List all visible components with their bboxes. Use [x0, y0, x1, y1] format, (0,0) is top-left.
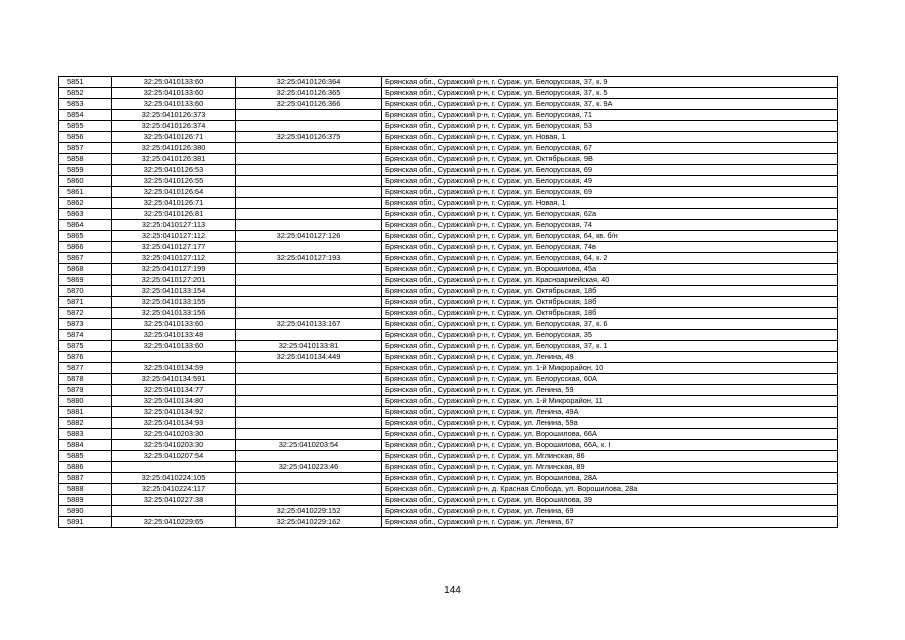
- related-cadastral-number-cell: [236, 418, 382, 429]
- address-cell: Брянская обл., Суражский р-н, г. Сураж, ул. Ворошилова, 66А: [382, 429, 838, 440]
- table-row: [59, 396, 838, 407]
- address-cell: Брянская обл., Суражский р-н, г. Сураж, ул. Белорусская, 37, к. 5: [382, 88, 838, 99]
- cadastral-number-cell: 32:25:0410127:112: [112, 253, 236, 264]
- address-cell: Брянская обл., Суражский р-н, г. Сураж, ул. Белорусская, 69: [382, 187, 838, 198]
- table-row: [59, 319, 838, 330]
- row-number-cell: 5887: [59, 473, 112, 484]
- address-cell: Брянская обл., Суражский р-н, г. Сураж, ул. Мглинская, 89: [382, 462, 838, 473]
- related-cadastral-number-cell: [236, 473, 382, 484]
- row-number-cell: 5890: [59, 506, 112, 517]
- address-cell: Брянская обл., Суражский р-н, г. Сураж, ул. Белорусская, 71: [382, 110, 838, 121]
- cadastral-number-cell: 32:25:0410133:60: [112, 77, 236, 88]
- cadastral-number-cell: 32:25:0410133:60: [112, 88, 236, 99]
- related-cadastral-number-cell: [236, 495, 382, 506]
- cadastral-number-cell: 32:25:0410134:92: [112, 407, 236, 418]
- address-cell: Брянская обл., Суражский р-н, г. Сураж, ул. Белорусская, 37, к. 9А: [382, 99, 838, 110]
- address-cell: Брянская обл., Суражский р-н, г. Сураж, ул. Октябрьская, 18б: [382, 286, 838, 297]
- table-row: [59, 242, 838, 253]
- row-number-cell: 5876: [59, 352, 112, 363]
- row-number-cell: 5886: [59, 462, 112, 473]
- related-cadastral-number-cell: [236, 198, 382, 209]
- table-row: [59, 209, 838, 220]
- table-row: [59, 198, 838, 209]
- address-cell: Брянская обл., Суражский р-н, г. Сураж, ул. Ворошилова, 39: [382, 495, 838, 506]
- cadastral-number-cell: [112, 462, 236, 473]
- related-cadastral-number-cell: [236, 176, 382, 187]
- row-number-cell: 5881: [59, 407, 112, 418]
- row-number-cell: 5885: [59, 451, 112, 462]
- related-cadastral-number-cell: [236, 330, 382, 341]
- cadastral-number-cell: 32:25:0410133:48: [112, 330, 236, 341]
- address-cell: Брянская обл., Суражский р-н, г. Сураж, ул. Ленина, 67: [382, 517, 838, 528]
- cadastral-number-cell: 32:25:0410127:201: [112, 275, 236, 286]
- table-row: [59, 308, 838, 319]
- address-cell: Брянская обл., Суражский р-н, г. Сураж, ул. Красноармейская, 40: [382, 275, 838, 286]
- row-number-cell: 5863: [59, 209, 112, 220]
- related-cadastral-number-cell: [236, 484, 382, 495]
- cadastral-number-cell: 32:25:0410126:55: [112, 176, 236, 187]
- cadastral-number-cell: 32:25:0410127:199: [112, 264, 236, 275]
- table-row: [59, 506, 838, 517]
- table-row: [59, 385, 838, 396]
- related-cadastral-number-cell: 32:25:0410133:81: [236, 341, 382, 352]
- row-number-cell: 5878: [59, 374, 112, 385]
- related-cadastral-number-cell: [236, 165, 382, 176]
- address-cell: Брянская обл., Суражский р-н, г. Сураж, ул. Ленина, 59: [382, 385, 838, 396]
- address-cell: Брянская обл., Суражский р-н, г. Сураж, ул. Октябрьская, 18б: [382, 308, 838, 319]
- cadastral-number-cell: 32:25:0410133:154: [112, 286, 236, 297]
- address-cell: Брянская обл., Суражский р-н, г. Сураж, ул. Ленина, 49А: [382, 407, 838, 418]
- related-cadastral-number-cell: [236, 264, 382, 275]
- address-cell: Брянская обл., Суражский р-н, г. Сураж, ул. Белорусская, 49: [382, 176, 838, 187]
- cadastral-number-cell: 32:25:0410126:374: [112, 121, 236, 132]
- row-number-cell: 5856: [59, 132, 112, 143]
- address-cell: Брянская обл., Суражский р-н, г. Сураж, ул. Белорусская, 37, к. 9: [382, 77, 838, 88]
- related-cadastral-number-cell: [236, 143, 382, 154]
- row-number-cell: 5859: [59, 165, 112, 176]
- address-cell: Брянская обл., Суражский р-н, г. Сураж, ул. Белорусская, 37, к. 1: [382, 341, 838, 352]
- address-cell: Брянская обл., Суражский р-н, г. Сураж, ул. Ворошилова, 66А, к. I: [382, 440, 838, 451]
- row-number-cell: 5852: [59, 88, 112, 99]
- related-cadastral-number-cell: [236, 374, 382, 385]
- address-cell: Брянская обл., Суражский р-н, г. Сураж, ул. Белорусская, 37, к. 6: [382, 319, 838, 330]
- address-cell: Брянская обл., Суражский р-н, г. Сураж, ул. Белорусская, 35: [382, 330, 838, 341]
- address-cell: Брянская обл., Суражский р-н, г. Сураж, ул. Ворошилова, 28А: [382, 473, 838, 484]
- address-cell: Брянская обл., Суражский р-н, г. Сураж, ул. Белорусская, 74в: [382, 242, 838, 253]
- row-number-cell: 5873: [59, 319, 112, 330]
- table-row: [59, 176, 838, 187]
- row-number-cell: 5883: [59, 429, 112, 440]
- row-number-cell: 5870: [59, 286, 112, 297]
- cadastral-number-cell: 32:25:0410134:93: [112, 418, 236, 429]
- row-number-cell: 5889: [59, 495, 112, 506]
- table-row: [59, 187, 838, 198]
- table-row: [59, 99, 838, 110]
- related-cadastral-number-cell: [236, 209, 382, 220]
- table-row: [59, 143, 838, 154]
- table-row: [59, 231, 838, 242]
- table-row: [59, 451, 838, 462]
- table-row: [59, 88, 838, 99]
- table-row: [59, 484, 838, 495]
- related-cadastral-number-cell: [236, 187, 382, 198]
- cadastral-number-cell: 32:25:0410133:60: [112, 341, 236, 352]
- address-cell: Брянская обл., Суражский р-н, г. Сураж, ул. Ворошилова, 45а: [382, 264, 838, 275]
- cadastral-number-cell: 32:25:0410127:112: [112, 231, 236, 242]
- row-number-cell: 5860: [59, 176, 112, 187]
- row-number-cell: 5855: [59, 121, 112, 132]
- related-cadastral-number-cell: [236, 407, 382, 418]
- table-row: [59, 517, 838, 528]
- row-number-cell: 5882: [59, 418, 112, 429]
- table-row: [59, 110, 838, 121]
- address-cell: Брянская обл., Суражский р-н, г. Сураж, ул. Ленина, 59а: [382, 418, 838, 429]
- related-cadastral-number-cell: [236, 308, 382, 319]
- row-number-cell: 5872: [59, 308, 112, 319]
- row-number-cell: 5851: [59, 77, 112, 88]
- address-cell: Брянская обл., Суражский р-н, г. Сураж, ул. Ленина, 69: [382, 506, 838, 517]
- address-cell: Брянская обл., Суражский р-н, г. Сураж, ул. Белорусская, 64, к. 2: [382, 253, 838, 264]
- cadastral-number-cell: 32:25:0410134:80: [112, 396, 236, 407]
- address-cell: Брянская обл., Суражский р-н, г. Сураж, ул. Белорусская, 74: [382, 220, 838, 231]
- address-cell: Брянская обл., Суражский р-н, г. Сураж, ул. 1-й Микрорайон, 11: [382, 396, 838, 407]
- address-cell: Брянская обл., Суражский р-н, г. Сураж, ул. Белорусская, 60А: [382, 374, 838, 385]
- address-cell: Брянская обл., Суражский р-н, г. Сураж, ул. Октябрьская, 9В: [382, 154, 838, 165]
- cadastral-number-cell: 32:25:0410126:64: [112, 187, 236, 198]
- related-cadastral-number-cell: [236, 220, 382, 231]
- cadastral-number-cell: [112, 506, 236, 517]
- related-cadastral-number-cell: [236, 275, 382, 286]
- row-number-cell: 5866: [59, 242, 112, 253]
- table-row: [59, 154, 838, 165]
- cadastral-number-cell: 32:25:0410133:60: [112, 99, 236, 110]
- table-row: [59, 341, 838, 352]
- row-number-cell: 5871: [59, 297, 112, 308]
- address-cell: Брянская обл., Суражский р-н, г. Сураж, ул. Новая, 1: [382, 198, 838, 209]
- cadastral-table: [58, 76, 838, 528]
- related-cadastral-number-cell: 32:25:0410223:46: [236, 462, 382, 473]
- table-row: [59, 352, 838, 363]
- cadastral-number-cell: 32:25:0410126:53: [112, 165, 236, 176]
- row-number-cell: 5858: [59, 154, 112, 165]
- row-number-cell: 5861: [59, 187, 112, 198]
- table-row: [59, 253, 838, 264]
- cadastral-number-cell: 32:25:0410134:77: [112, 385, 236, 396]
- related-cadastral-number-cell: [236, 297, 382, 308]
- related-cadastral-number-cell: [236, 385, 382, 396]
- cadastral-number-cell: 32:25:0410224:105: [112, 473, 236, 484]
- related-cadastral-number-cell: 32:25:0410126:365: [236, 88, 382, 99]
- table-row: [59, 132, 838, 143]
- address-cell: Брянская обл., Суражский р-н, г. Сураж, ул. Мглинская, 86: [382, 451, 838, 462]
- related-cadastral-number-cell: 32:25:0410127:126: [236, 231, 382, 242]
- cadastral-number-cell: 32:25:0410126:381: [112, 154, 236, 165]
- related-cadastral-number-cell: [236, 154, 382, 165]
- table-row: [59, 462, 838, 473]
- table-row: [59, 220, 838, 231]
- table-row: [59, 418, 838, 429]
- row-number-cell: 5880: [59, 396, 112, 407]
- address-cell: Брянская обл., Суражский р-н, г. Сураж, ул. Белорусская, 69: [382, 165, 838, 176]
- cadastral-number-cell: [112, 352, 236, 363]
- cadastral-number-cell: 32:25:0410203:30: [112, 429, 236, 440]
- cadastral-number-cell: 32:25:0410133:156: [112, 308, 236, 319]
- related-cadastral-number-cell: 32:25:0410134:449: [236, 352, 382, 363]
- table-row: [59, 374, 838, 385]
- related-cadastral-number-cell: 32:25:0410126:375: [236, 132, 382, 143]
- page-number: 144: [444, 585, 461, 596]
- related-cadastral-number-cell: [236, 286, 382, 297]
- row-number-cell: 5891: [59, 517, 112, 528]
- table-row: [59, 495, 838, 506]
- row-number-cell: 5862: [59, 198, 112, 209]
- related-cadastral-number-cell: 32:25:0410229:152: [236, 506, 382, 517]
- table-row: [59, 264, 838, 275]
- related-cadastral-number-cell: [236, 429, 382, 440]
- related-cadastral-number-cell: 32:25:0410133:167: [236, 319, 382, 330]
- cadastral-number-cell: 32:25:0410126:71: [112, 132, 236, 143]
- cadastral-number-cell: 32:25:0410133:155: [112, 297, 236, 308]
- table-row: [59, 330, 838, 341]
- table-row: [59, 275, 838, 286]
- cadastral-number-cell: 32:25:0410227:38: [112, 495, 236, 506]
- related-cadastral-number-cell: [236, 451, 382, 462]
- address-cell: Брянская обл., Суражский р-н, г. Сураж, ул. Ленина, 49: [382, 352, 838, 363]
- cadastral-number-cell: 32:25:0410127:113: [112, 220, 236, 231]
- row-number-cell: 5888: [59, 484, 112, 495]
- row-number-cell: 5864: [59, 220, 112, 231]
- table-row: [59, 165, 838, 176]
- cadastral-number-cell: 32:25:0410203:30: [112, 440, 236, 451]
- row-number-cell: 5854: [59, 110, 112, 121]
- cadastral-number-cell: 32:25:0410127:177: [112, 242, 236, 253]
- row-number-cell: 5869: [59, 275, 112, 286]
- table-row: [59, 286, 838, 297]
- table-body: [59, 77, 838, 528]
- related-cadastral-number-cell: 32:25:0410126:364: [236, 77, 382, 88]
- table-row: [59, 473, 838, 484]
- table-row: [59, 363, 838, 374]
- related-cadastral-number-cell: [236, 396, 382, 407]
- table-row: [59, 429, 838, 440]
- related-cadastral-number-cell: [236, 363, 382, 374]
- row-number-cell: 5867: [59, 253, 112, 264]
- table-row: [59, 121, 838, 132]
- table-row: [59, 77, 838, 88]
- cadastral-number-cell: 32:25:0410126:380: [112, 143, 236, 154]
- related-cadastral-number-cell: 32:25:0410126:366: [236, 99, 382, 110]
- address-cell: Брянская обл., Суражский р-н, д. Красная Слобода, ул. Ворошилова, 28а: [382, 484, 838, 495]
- address-cell: Брянская обл., Суражский р-н, г. Сураж, ул. 1-й Микрорайон, 10: [382, 363, 838, 374]
- row-number-cell: 5874: [59, 330, 112, 341]
- row-number-cell: 5857: [59, 143, 112, 154]
- address-cell: Брянская обл., Суражский р-н, г. Сураж, ул. Новая, 1: [382, 132, 838, 143]
- table-row: [59, 440, 838, 451]
- cadastral-number-cell: 32:25:0410207:54: [112, 451, 236, 462]
- address-cell: Брянская обл., Суражский р-н, г. Сураж, ул. Белорусская, 64, кв. б/н: [382, 231, 838, 242]
- related-cadastral-number-cell: 32:25:0410203:54: [236, 440, 382, 451]
- row-number-cell: 5865: [59, 231, 112, 242]
- table-row: [59, 297, 838, 308]
- related-cadastral-number-cell: 32:25:0410229:162: [236, 517, 382, 528]
- row-number-cell: 5875: [59, 341, 112, 352]
- row-number-cell: 5879: [59, 385, 112, 396]
- cadastral-number-cell: 32:25:0410229:65: [112, 517, 236, 528]
- cadastral-number-cell: 32:25:0410126:373: [112, 110, 236, 121]
- address-cell: Брянская обл., Суражский р-н, г. Сураж, ул. Белорусская, 62а: [382, 209, 838, 220]
- cadastral-number-cell: 32:25:0410134:591: [112, 374, 236, 385]
- address-cell: Брянская обл., Суражский р-н, г. Сураж, ул. Октябрьская, 18б: [382, 297, 838, 308]
- table-row: [59, 407, 838, 418]
- row-number-cell: 5868: [59, 264, 112, 275]
- cadastral-number-cell: 32:25:0410224:117: [112, 484, 236, 495]
- address-cell: Брянская обл., Суражский р-н, г. Сураж, ул. Белорусская, 53: [382, 121, 838, 132]
- cadastral-number-cell: 32:25:0410126:71: [112, 198, 236, 209]
- cadastral-number-cell: 32:25:0410133:60: [112, 319, 236, 330]
- related-cadastral-number-cell: [236, 110, 382, 121]
- row-number-cell: 5877: [59, 363, 112, 374]
- row-number-cell: 5884: [59, 440, 112, 451]
- address-cell: Брянская обл., Суражский р-н, г. Сураж, ул. Белорусская, 67: [382, 143, 838, 154]
- related-cadastral-number-cell: 32:25:0410127:193: [236, 253, 382, 264]
- row-number-cell: 5853: [59, 99, 112, 110]
- cadastral-number-cell: 32:25:0410134:59: [112, 363, 236, 374]
- related-cadastral-number-cell: [236, 242, 382, 253]
- cadastral-number-cell: 32:25:0410126:81: [112, 209, 236, 220]
- related-cadastral-number-cell: [236, 121, 382, 132]
